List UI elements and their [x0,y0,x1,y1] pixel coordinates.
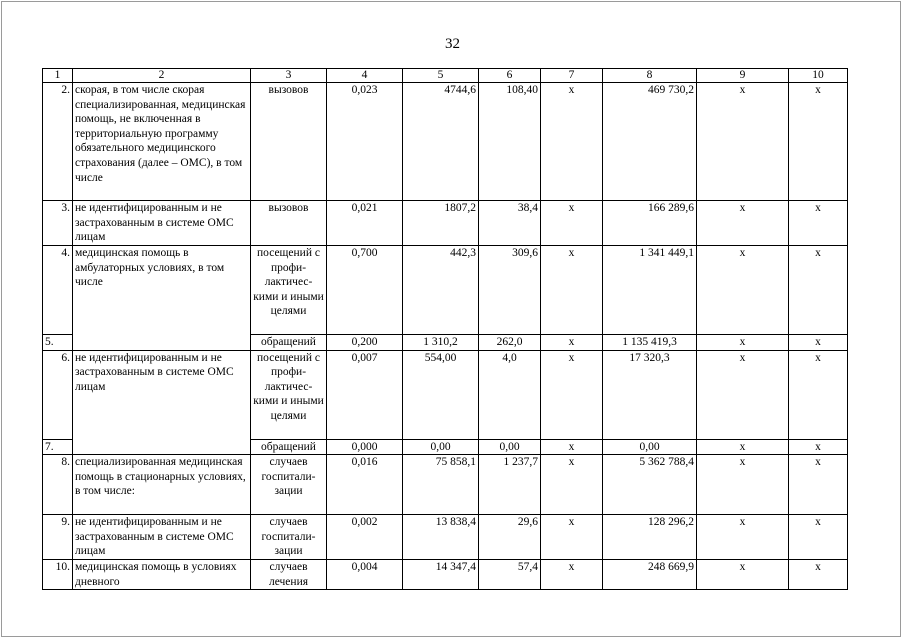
cell-col5: 1 310,2 [403,335,479,351]
row-unit: случаев госпитали-зации [251,515,327,560]
cell-col9: x [697,201,789,246]
cell-col7: x [541,246,603,335]
row-unit: посещений с профи-лактичес-кими и иными целями [251,246,327,335]
cell-col7: x [541,455,603,515]
row-number: 7. [43,439,73,455]
row-name: медицинская помощь в амбулаторных условиях, в том числе [73,246,251,351]
col-header: 2 [73,69,251,83]
cell-col8: 0,00 [603,439,697,455]
data-table [42,68,848,590]
cell-col10: x [789,350,848,439]
cell-col4: 0,004 [327,560,403,590]
cell-col6: 57,4 [479,560,541,590]
cell-col7: x [541,201,603,246]
cell-col6: 0,00 [479,439,541,455]
row-name: скорая, в том числе скорая специализированная, медицинская помощь, не включенная в территориальную программу обязательного медицинского страхования (далее – ОМС), в том числе [73,83,251,201]
cell-col10: x [789,246,848,335]
row-number: 10. [43,560,73,590]
cell-col6: 108,40 [479,83,541,201]
cell-col10: x [789,83,848,201]
col-header: 4 [327,69,403,83]
cell-col7: x [541,350,603,439]
row-unit: обращений [251,335,327,351]
row-number: 9. [43,515,73,560]
cell-col9: x [697,246,789,335]
table-row [43,246,848,335]
cell-col8: 1 135 419,3 [603,335,697,351]
cell-col9: x [697,350,789,439]
cell-col5: 0,00 [403,439,479,455]
cell-col7: x [541,439,603,455]
cell-col9: x [697,560,789,590]
cell-col10: x [789,515,848,560]
cell-col5: 442,3 [403,246,479,335]
row-number: 4. [43,246,73,335]
row-number: 5. [43,335,73,351]
table-row [43,83,848,201]
cell-col6: 262,0 [479,335,541,351]
row-unit: вызовов [251,83,327,201]
cell-col8: 248 669,9 [603,560,697,590]
row-unit: обращений [251,439,327,455]
cell-col5: 13 838,4 [403,515,479,560]
cell-col5: 14 347,4 [403,560,479,590]
cell-col4: 0,200 [327,335,403,351]
cell-col8: 17 320,3 [603,350,697,439]
cell-col7: x [541,560,603,590]
cell-col9: x [697,455,789,515]
cell-col6: 309,6 [479,246,541,335]
cell-col6: 4,0 [479,350,541,439]
cell-col6: 29,6 [479,515,541,560]
cell-col4: 0,021 [327,201,403,246]
cell-col10: x [789,201,848,246]
row-name: не идентифицированным и не застрахованным в системе ОМС лицам [73,350,251,455]
col-header: 1 [43,69,73,83]
row-unit: случаев госпитали-зации [251,455,327,515]
col-header: 3 [251,69,327,83]
header-row [43,69,848,83]
row-number: 8. [43,455,73,515]
page-number: 32 [445,36,460,52]
col-header: 6 [479,69,541,83]
table-row [43,455,848,515]
col-header: 7 [541,69,603,83]
cell-col9: x [697,439,789,455]
cell-col6: 1 237,7 [479,455,541,515]
cell-col4: 0,700 [327,246,403,335]
cell-col9: x [697,335,789,351]
cell-col10: x [789,560,848,590]
cell-col6: 38,4 [479,201,541,246]
col-header: 8 [603,69,697,83]
table-row [43,201,848,246]
cell-col4: 0,002 [327,515,403,560]
cell-col10: x [789,335,848,351]
cell-col4: 0,007 [327,350,403,439]
cell-col9: x [697,83,789,201]
row-name: не идентифицированным и не застрахованным в системе ОМС лицам [73,201,251,246]
row-number: 3. [43,201,73,246]
col-header: 10 [789,69,848,83]
row-unit: вызовов [251,201,327,246]
cell-col5: 75 858,1 [403,455,479,515]
cell-col7: x [541,515,603,560]
cell-col8: 5 362 788,4 [603,455,697,515]
cell-col8: 469 730,2 [603,83,697,201]
cell-col10: x [789,455,848,515]
cell-col5: 4744,6 [403,83,479,201]
cell-col10: x [789,439,848,455]
table-row [43,515,848,560]
cell-col5: 1807,2 [403,201,479,246]
cell-col7: x [541,83,603,201]
col-header: 9 [697,69,789,83]
row-number: 2. [43,83,73,201]
cell-col8: 166 289,6 [603,201,697,246]
row-number: 6. [43,350,73,439]
cell-col4: 0,016 [327,455,403,515]
table-row [43,560,848,590]
cell-col5: 554,00 [403,350,479,439]
row-unit: посещений с профи-лактичес-кими и иными целями [251,350,327,439]
row-unit: случаев лечения [251,560,327,590]
row-name: специализированная медицинская помощь в стационарных условиях, в том числе: [73,455,251,515]
cell-col4: 0,000 [327,439,403,455]
cell-col8: 1 341 449,1 [603,246,697,335]
cell-col4: 0,023 [327,83,403,201]
col-header: 5 [403,69,479,83]
cell-col8: 128 296,2 [603,515,697,560]
table-row [43,350,848,439]
row-name: медицинская помощь в условиях дневного [73,560,251,590]
row-name: не идентифицированным и не застрахованным в системе ОМС лицам [73,515,251,560]
cell-col7: x [541,335,603,351]
cell-col9: x [697,515,789,560]
